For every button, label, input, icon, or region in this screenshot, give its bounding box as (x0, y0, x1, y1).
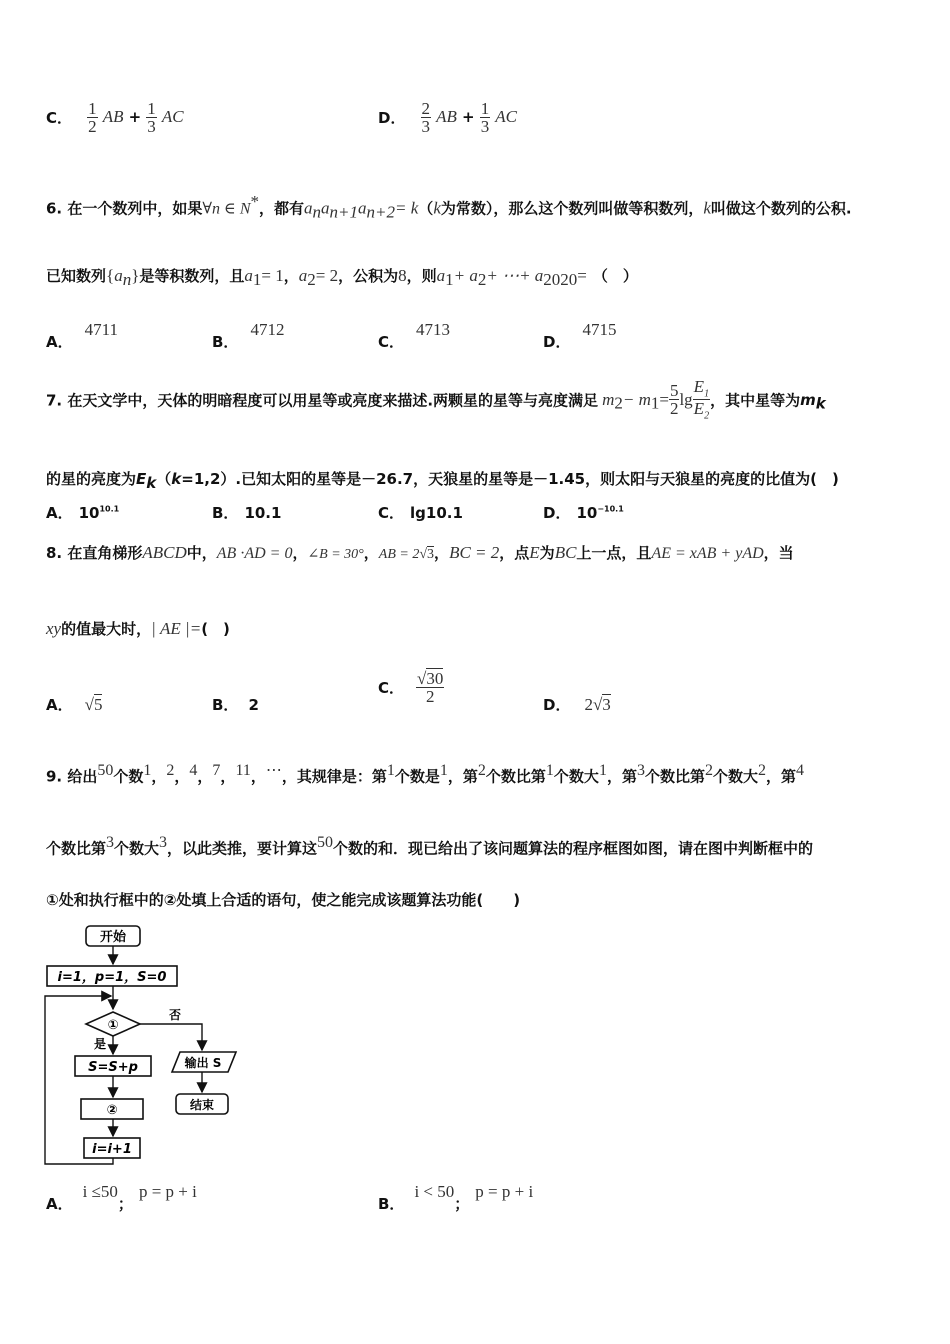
q9-line-3: ①处和执行框中的②处填上合适的语句，使之能完成该题算法功能( ) (46, 891, 521, 909)
q7-option-c[interactable]: C． lg10.1 (378, 504, 463, 522)
q6-option-c[interactable]: C．4713 (378, 320, 451, 351)
q9-option-a[interactable]: A．i ≤50；p = p + i (46, 1182, 197, 1213)
fraction: $\frac{1}{3}$ (147, 99, 156, 136)
flow-step2-label: ② (106, 1103, 118, 1118)
q6-option-a[interactable]: A．4711 (46, 320, 118, 351)
fraction: $\frac{1}{2}$ (88, 99, 97, 136)
fraction: $\frac{2}{3}$ (421, 99, 431, 136)
fraction: $\frac{E_1}{E_2}$ (693, 377, 710, 422)
flow-no-label: 否 (168, 1008, 182, 1022)
q8-option-b[interactable]: B． 2 (212, 696, 259, 714)
flow-start-label: 开始 (99, 930, 127, 945)
flow-decision-label: ① (107, 1018, 119, 1033)
q9-option-b[interactable]: B．i < 50；p = p + i (378, 1182, 534, 1213)
q6-line-1: 6. 在一个数列中，如果∀n ∈ N*，都有$a_na_{n+1}a_{n+2}= k(k$为常数），那么这个数列叫做等积数列，k叫做这个数列的公积. (46, 192, 852, 222)
flowchart (40, 922, 250, 1172)
flow-end-label: 结束 (189, 1098, 215, 1112)
fraction: $\frac{1}{3}$ (480, 99, 490, 136)
q7-option-d[interactable]: D． $10^{-10.1}$ (543, 504, 624, 522)
q8-line-1: 8. 在直角梯形ABCD中，AB ·AD = 0，∠B = 30°，AB = 2√3，BC = 2，点E为BC上一点，且AE = xAB + yAD，当 (46, 543, 794, 562)
q8-option-d[interactable]: D． 2√3 (543, 695, 611, 714)
q5-option-c[interactable]: C． $\frac{1}{2}$ AB + $\frac{1}{3}$ AC (46, 99, 184, 136)
q7-option-b[interactable]: B． 10.1 (212, 504, 282, 522)
q6-option-d[interactable]: D．4715 (543, 320, 617, 351)
q5-option-d[interactable]: D． $\frac{2}{3}$ AB + $\frac{1}{3}$ AC (378, 99, 518, 136)
q9-line-2: 个数比第$^3$个数大$^3$，以此类推，要计算这$^{50}$个数的和．现已给出了该问题算法的程序框图如图，请在图中判断框中的 (46, 834, 814, 858)
flow-output-label: 输出 S (184, 1056, 222, 1070)
q6-line-2: 已知数列$\{a_n\}$是等积数列，且$a_1= 1$，$a_2= 2$，公积为8，则$a_1+ a_2+$ ⋯+ $a_{2020}=$ （ ） (46, 266, 638, 290)
q8-line-2: xy的值最大时，| AE |=( ) (46, 619, 230, 638)
flow-step3-label: i=i+1 (92, 1142, 132, 1157)
q7-line-2: 的星的亮度为$E_k(k=1,2)$.已知太阳的星等是－26.7，天狼星的星等是－1.45，则太阳与天狼星的亮度的比值为( ) (46, 470, 839, 493)
q8-option-a[interactable]: A． √5 (46, 695, 103, 714)
q8-option-c[interactable]: C． $\frac{√30}{2}$ (378, 669, 444, 706)
q7-option-a[interactable]: A． $10^{10.1}$ (46, 504, 120, 522)
flow-yes-label: 是 (93, 1037, 107, 1051)
q7-line-1: 7. 在天文学中，天体的明暗程度可以用星等或亮度来描述.两颗星的星等与亮度满足 $m_2- m_1=$ $\frac{5}{2}$ lg $\frac{E_1}{E_2}$ ，其中星等为$m_k$ (46, 377, 826, 422)
fraction: $\frac{√30}{2}$ (417, 669, 444, 706)
q9-line-1: 9. 给出$^{50}$个数$^1$，$^2$，$^4$，$^7$，$^{11}$，⋯，其规律是：第$^1$个数是$^1$，第$^2$个数比第$^1$个数大$^1$，第$^3$个数比第$^2$个数大$^2$，第$^4$ (46, 762, 804, 786)
fraction: $\frac{5}{2}$ (669, 381, 679, 419)
q6-option-b[interactable]: B．4712 (212, 320, 285, 351)
flow-step1-label: S=S+p (88, 1060, 138, 1075)
flow-init-label: i=1，p=1，S=0 (57, 970, 167, 985)
